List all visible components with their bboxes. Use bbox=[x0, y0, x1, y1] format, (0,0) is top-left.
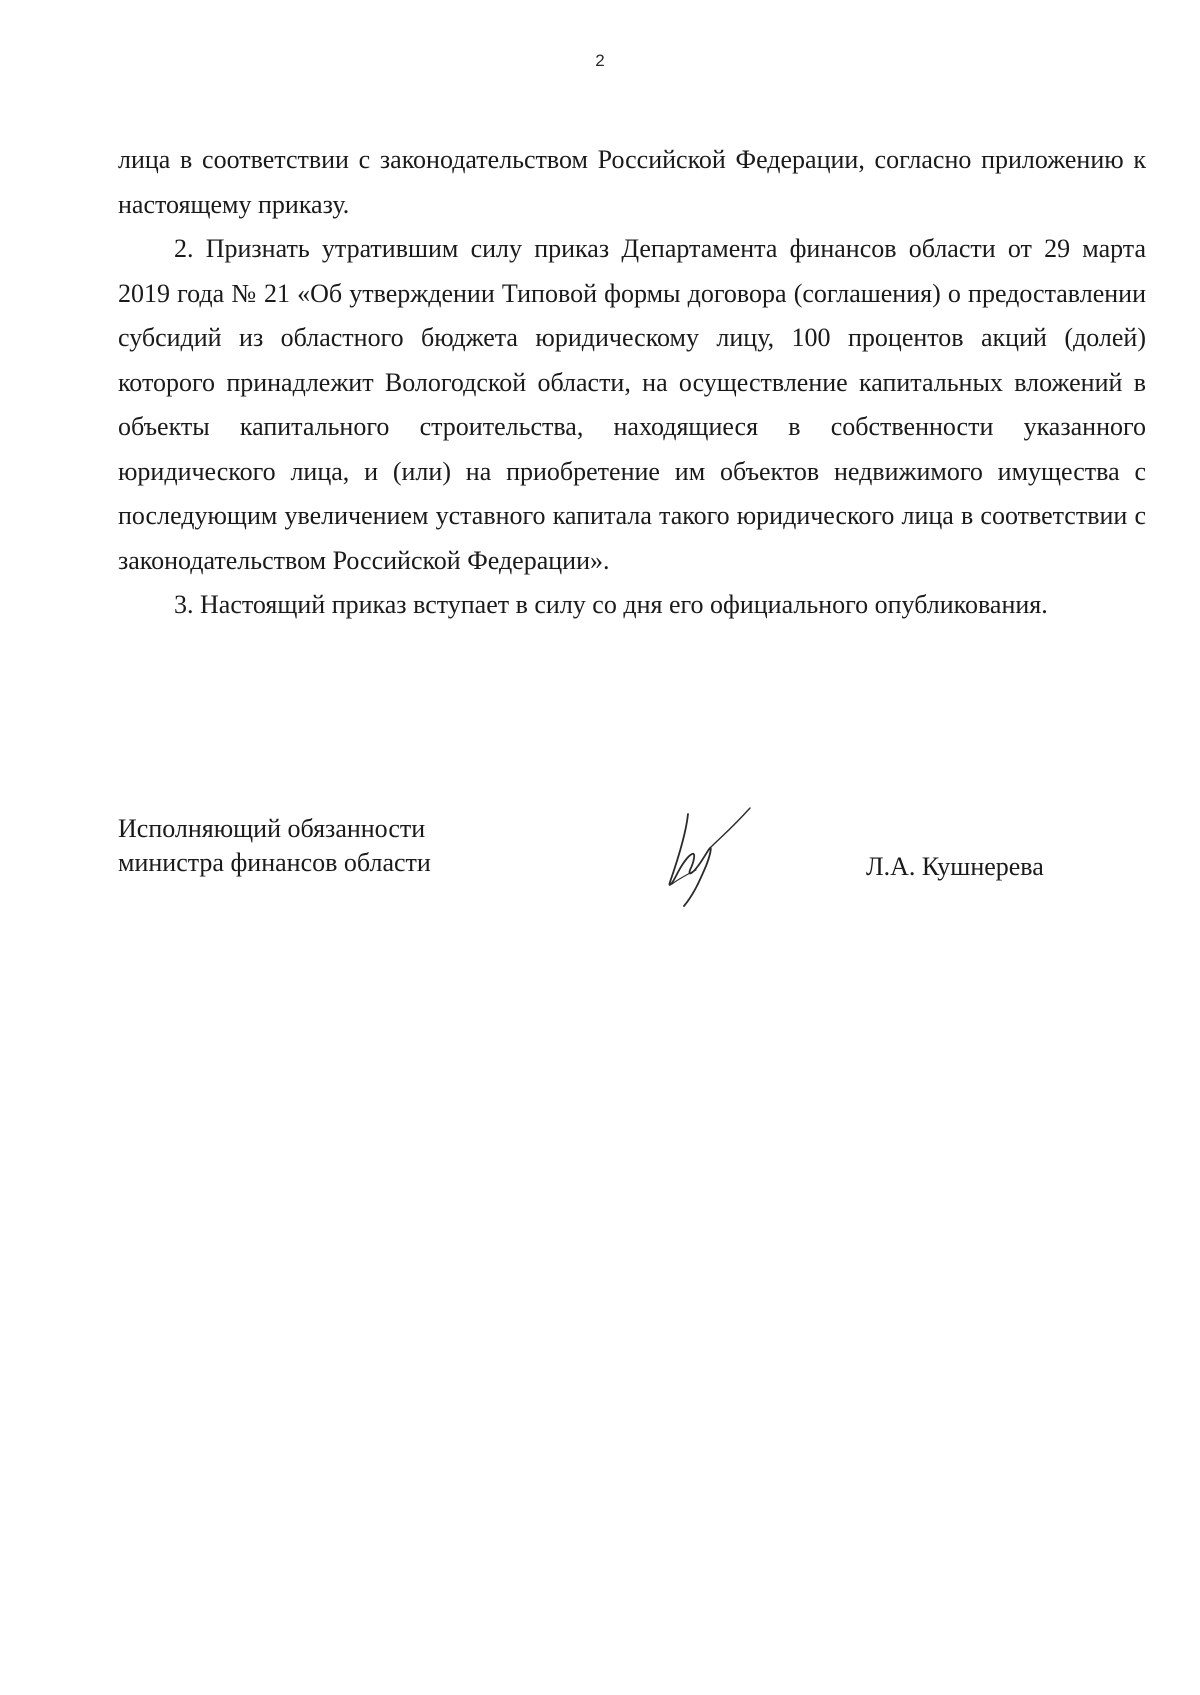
paragraph-continuation: лица в соответствии с законодательством Российской Федерации, согласно приложению к настоящему приказу. bbox=[118, 145, 1146, 219]
signatory-position-line-1: Исполняющий обязанности bbox=[118, 814, 426, 843]
document-body bbox=[118, 138, 1146, 628]
signatory-name: Л.А. Кушнерева bbox=[866, 852, 1044, 881]
paragraph-item-2: 2. Признать утратившим силу приказ Департамента финансов области от 29 марта 2019 года № 21 «Об утверждении Типовой формы договора (соглашения) о предоставлении субсидий из областного бюджета юридическому лицу, 100 процентов акций (долей) которого принадлежит Вологодской области, на осуществление капитальных вложений в объекты капитального строительства, находящиеся в собственности указанного юридического лица, и (или) на приобретение им объектов недвижимого имущества с последующим увеличением уставного капитала такого юридического лица в соответствии с законодательством Российской Федерации». bbox=[118, 234, 1146, 575]
signatory-position bbox=[118, 812, 431, 880]
handwritten-signature bbox=[658, 804, 768, 914]
page-number: 2 bbox=[595, 51, 605, 70]
paragraph-item-3: 3. Настоящий приказ вступает в силу со дня его официального опубликования. bbox=[174, 590, 1048, 619]
signatory-position-line-2: министра финансов области bbox=[118, 848, 431, 877]
signature-block bbox=[118, 812, 1146, 912]
